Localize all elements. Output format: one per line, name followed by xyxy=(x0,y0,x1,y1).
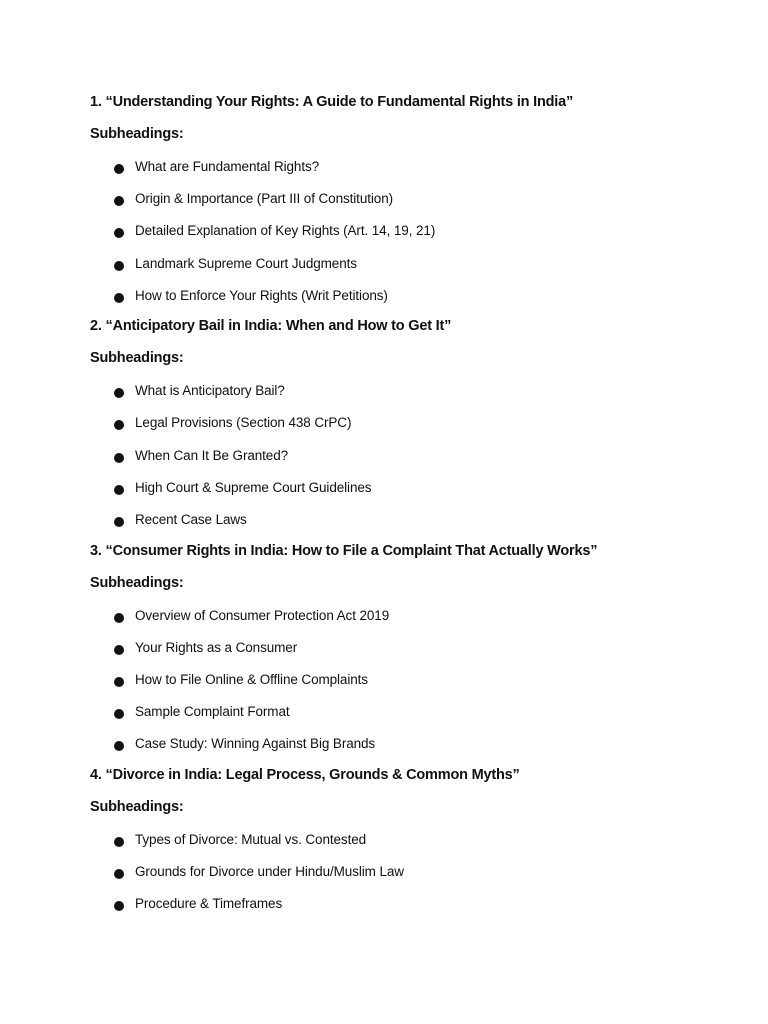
list-item xyxy=(112,381,285,401)
list-item xyxy=(112,413,351,433)
bullet-icon xyxy=(114,453,124,463)
list-item-text: Grounds for Divorce under Hindu/Muslim Law xyxy=(135,864,404,879)
list-item-text: When Can It Be Granted? xyxy=(135,448,289,463)
section-title: 2. “Anticipatory Bail in India: When and How to Get It” xyxy=(90,318,452,334)
list-item xyxy=(112,157,319,177)
list-item xyxy=(112,894,282,914)
list-item-text: What are Fundamental Rights? xyxy=(135,159,320,174)
bullet-icon xyxy=(114,709,124,719)
list-item xyxy=(112,254,357,274)
bullet-icon xyxy=(114,645,124,655)
bullet-icon xyxy=(114,420,124,430)
list-item xyxy=(112,862,404,882)
bullet-icon xyxy=(114,677,124,687)
list-item xyxy=(112,670,368,690)
bullet-icon xyxy=(114,613,124,623)
subheading-label: Subheadings: xyxy=(90,126,184,142)
list-item xyxy=(112,702,290,722)
bullet-icon xyxy=(114,485,124,495)
bullet-icon xyxy=(114,164,124,174)
list-item-text: Recent Case Laws xyxy=(135,512,247,527)
bullet-icon xyxy=(114,837,124,847)
list-item-text: Procedure & Timeframes xyxy=(135,896,283,911)
list-item-text: High Court & Supreme Court Guidelines xyxy=(135,480,372,495)
bullet-icon xyxy=(114,388,124,398)
subheading-label: Subheadings: xyxy=(90,575,184,591)
list-item-text: How to Enforce Your Rights (Writ Petitions) xyxy=(135,288,388,303)
list-item xyxy=(112,478,371,498)
list-item xyxy=(112,830,366,850)
bullet-icon xyxy=(114,517,124,527)
section-title: 1. “Understanding Your Rights: A Guide to Fundamental Rights in India” xyxy=(90,94,574,110)
list-item xyxy=(112,606,389,626)
list-item xyxy=(112,446,288,466)
list-item-text: Case Study: Winning Against Big Brands xyxy=(135,736,376,751)
list-item-text: Detailed Explanation of Key Rights (Art. 14, 19, 21) xyxy=(135,223,436,238)
bullet-icon xyxy=(114,261,124,271)
bullet-icon xyxy=(114,741,124,751)
list-item-text: Landmark Supreme Court Judgments xyxy=(135,256,357,271)
list-item-text: How to File Online & Offline Complaints xyxy=(135,672,368,687)
list-item xyxy=(112,286,388,306)
bullet-icon xyxy=(114,293,124,303)
list-item-text: Origin & Importance (Part III of Constitution) xyxy=(135,191,394,206)
list-item xyxy=(112,734,375,754)
section-title: 3. “Consumer Rights in India: How to File a Complaint That Actually Works” xyxy=(90,543,598,559)
list-item-text: Legal Provisions (Section 438 CrPC) xyxy=(135,415,352,430)
list-item-text: Types of Divorce: Mutual vs. Contested xyxy=(135,832,367,847)
list-item xyxy=(112,510,247,530)
list-item-text: What is Anticipatory Bail? xyxy=(135,383,285,398)
bullet-icon xyxy=(114,196,124,206)
subheading-label: Subheadings: xyxy=(90,799,184,815)
bullet-icon xyxy=(114,869,124,879)
section-title: 4. “Divorce in India: Legal Process, Grounds & Common Myths” xyxy=(90,767,520,783)
list-item-text: Sample Complaint Format xyxy=(135,704,290,719)
list-item xyxy=(112,221,435,241)
bullet-icon xyxy=(114,228,124,238)
list-item-text: Overview of Consumer Protection Act 2019 xyxy=(135,608,390,623)
list-item-text: Your Rights as a Consumer xyxy=(135,640,298,655)
subheading-label: Subheadings: xyxy=(90,350,184,366)
list-item xyxy=(112,189,393,209)
list-item xyxy=(112,638,297,658)
bullet-icon xyxy=(114,901,124,911)
